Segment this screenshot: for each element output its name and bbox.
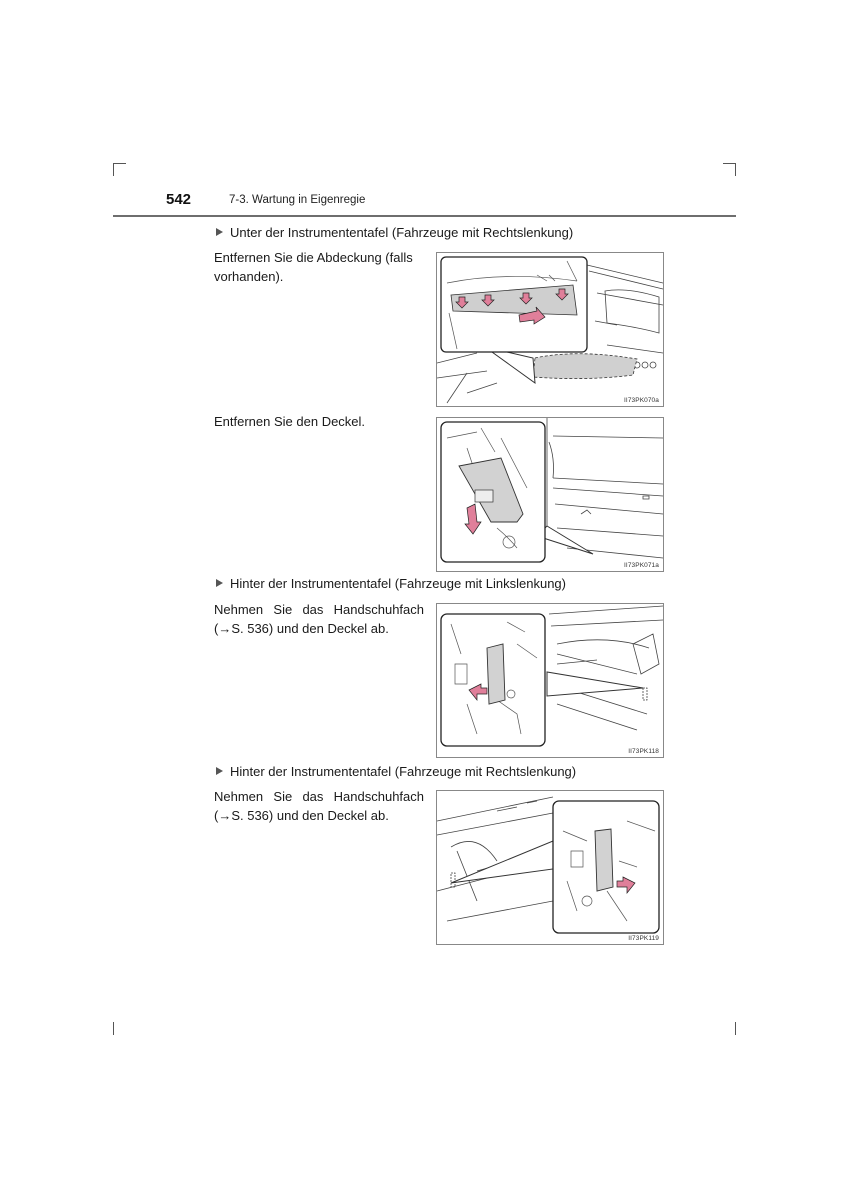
header-rule [113, 215, 736, 217]
crop-mark-top-right [735, 163, 736, 176]
section-heading-text: Hinter der Instrumententafel (Fahrzeuge mit Rechtslenkung) [230, 764, 577, 779]
crop-mark-top-left [113, 163, 126, 164]
chapter-title: 7-3. Wartung in Eigenregie [229, 194, 366, 206]
step-text: Entfernen Sie den Deckel. [214, 414, 366, 429]
figure-code: II73PK070a [624, 397, 659, 404]
figure-code: II73PK119 [628, 935, 659, 942]
crop-mark-bottom-left [113, 1022, 114, 1035]
page-number: 542 [166, 191, 192, 208]
section-heading-text: Unter der Instrumententafel (Fahrzeuge mit Rechtslenkung) [230, 225, 574, 240]
step-text: Entfernen Sie die Abdeckung (falls vorhanden). [214, 250, 413, 284]
crop-mark-bottom-right [735, 1022, 736, 1035]
figure-remove-cover [436, 252, 664, 407]
figure-remove-glovebox-lhd [436, 603, 664, 758]
dashboard-illustration [437, 418, 663, 571]
dashboard-illustration [437, 253, 663, 406]
step-text: Nehmen Sie das Handschuhfach (→S. 536) und den Deckel ab. [214, 789, 424, 823]
figure-code: II73PK118 [628, 748, 659, 755]
figure-remove-lid [436, 417, 664, 572]
page-header [113, 190, 736, 218]
bullet-triangle-icon [216, 579, 223, 587]
dashboard-illustration [437, 604, 663, 757]
section-heading-text: Hinter der Instrumententafel (Fahrzeuge mit Linkslenkung) [230, 576, 566, 591]
section-heading [216, 225, 573, 240]
figure-code: II73PK071a [624, 562, 659, 569]
bullet-triangle-icon [216, 228, 223, 236]
bullet-triangle-icon [216, 767, 223, 775]
section-heading [216, 576, 566, 591]
crop-mark-top-left [113, 163, 114, 176]
step-text: Nehmen Sie das Handschuhfach (→S. 536) und den Deckel ab. [214, 602, 424, 636]
figure-remove-glovebox-rhd [436, 790, 664, 945]
dashboard-illustration [437, 791, 663, 944]
section-heading [216, 764, 576, 779]
